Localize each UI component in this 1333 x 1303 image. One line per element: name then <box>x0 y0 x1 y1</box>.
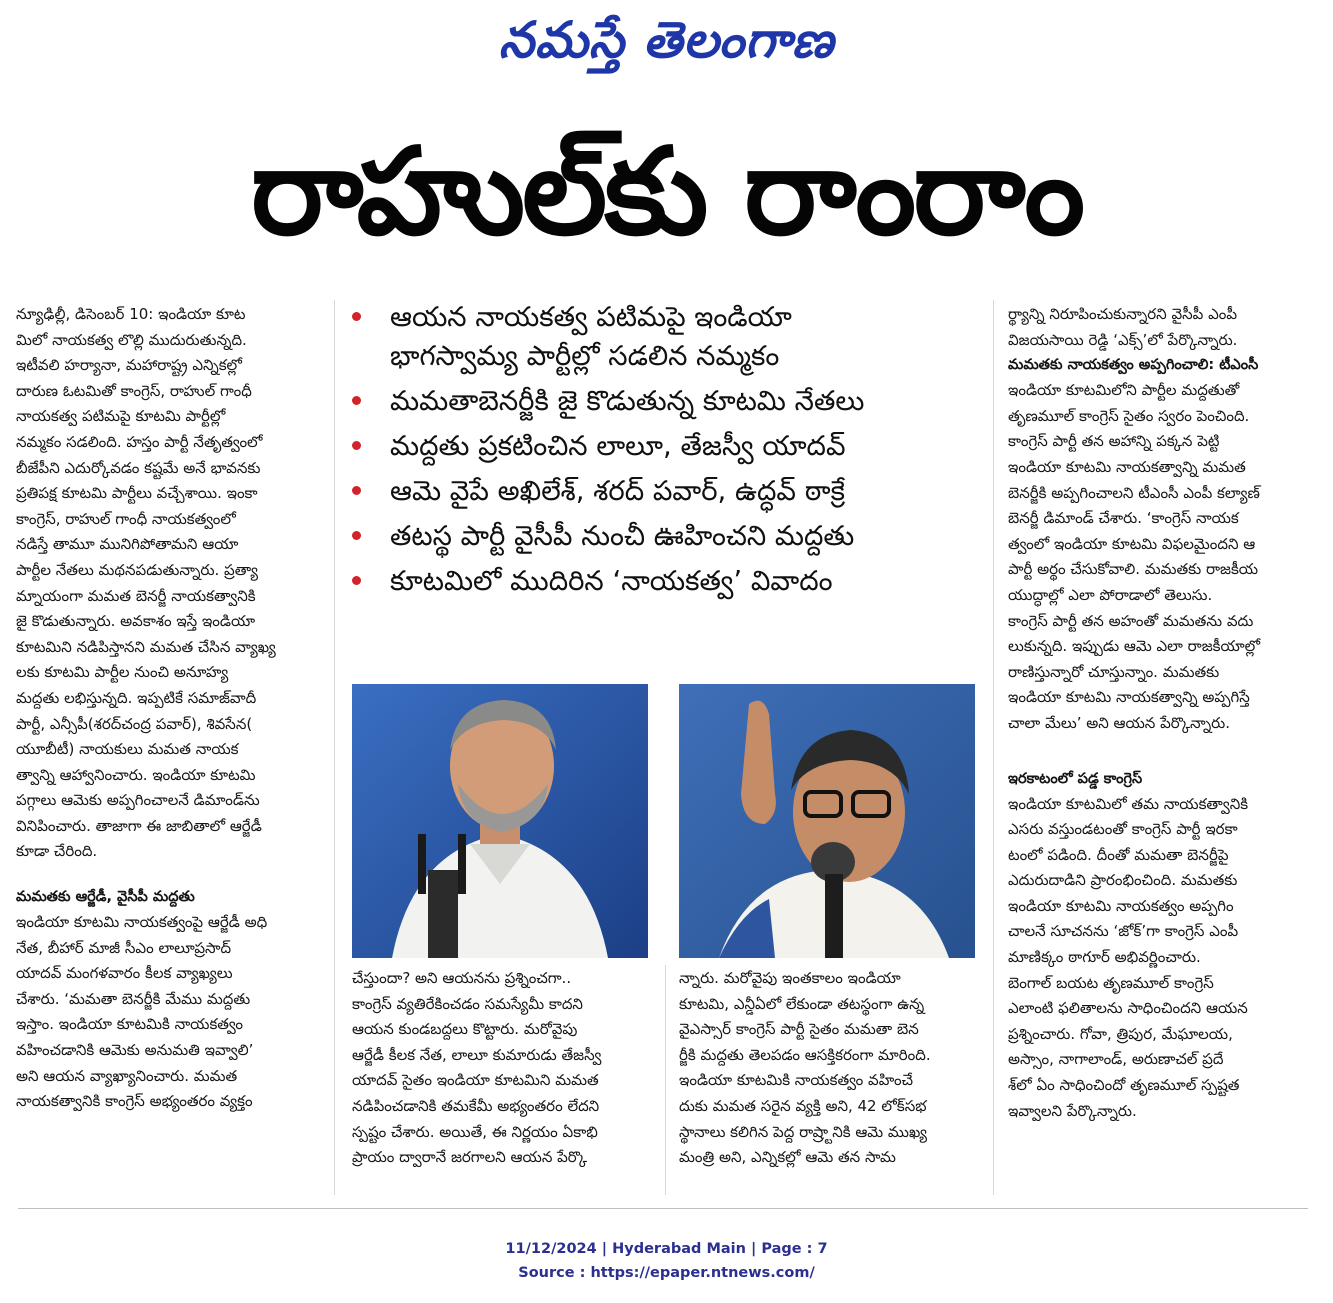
column-4-paragraph-1 <box>1008 302 1313 353</box>
bullet-line: భాగస్వామ్య పార్టీల్లో సడలిన నమ్మకం <box>390 340 780 372</box>
text-line: అస్సాం, నాగాలాండ్‌, అరుణాచల్‌ ప్రదే <box>1008 1050 1224 1069</box>
text-line: మద్దతు లభిస్తున్నది. ఇప్పటికే సమాజ్‌వాదీ <box>16 688 257 707</box>
bullet-line: ఆమె వైపే అఖిలేశ్‌, శరద్‌ పవార్‌, ఉద్ధవ్‌ ఠాక్రే <box>390 475 846 507</box>
text-line: పార్టీ, ఎన్సీపీ(శరద్‌చంద్ర పవార్‌), శివసేన( <box>16 714 253 733</box>
bullet-line: కూటమిలో ముదిరిన ‘నాయకత్వ’ వివాదం <box>390 565 833 597</box>
bullet-item <box>346 427 984 466</box>
column-rule <box>993 300 994 1195</box>
text-line: నమ్మకం సడలింది. హస్తం పార్టీ నేతృత్వంలో <box>16 432 263 451</box>
bullet-item <box>346 472 984 511</box>
bullet-dot-icon <box>352 531 361 540</box>
text-line: ఇండియా కూటమి నాయకత్వాన్ని మమత <box>1008 457 1246 476</box>
text-line: విజయసాయి రెడ్డి ‘ఎక్స్‌’లో పేర్కొన్నారు. <box>1008 330 1238 349</box>
text-line: ఇండియా కూటమి నాయకత్వాన్ని అప్పగిస్తే <box>1008 688 1250 707</box>
bullet-deck <box>346 298 984 601</box>
text-line: చాలా మేలు’ అని ఆయన పేర్కొన్నారు. <box>1008 713 1230 732</box>
bullet-dot-icon <box>352 441 361 450</box>
text-line: లకు కూటమి పార్టీల నుంచి అనూహ్య <box>16 663 229 682</box>
text-line: ప్రశ్నించారు. గోవా, త్రిపుర, మేఘాలయ, <box>1008 1024 1233 1043</box>
bullet-line: ఆయన నాయకత్వ పటిమపై ఇండియా <box>390 301 792 333</box>
article-column-4 <box>1008 302 1313 1124</box>
text-line: బీజేపీని ఎదుర్కోవడం కష్టమే అనే భావనకు <box>16 458 261 477</box>
headline: రాహుల్‌కు రాంరాం <box>250 123 1083 262</box>
bullet-dot-icon <box>352 576 361 585</box>
text-line: ప్రతిపక్ష కూటమి పార్టీలు వచ్చేశాయి. ఇంకా <box>16 484 258 503</box>
text-line: యుద్ధాల్లో ఎలా పోరాడాలో తెలుసు. <box>1008 585 1213 604</box>
column-rule <box>334 300 335 1195</box>
text-line: స్థానాలు కలిగిన పెద్ద రాష్ర్టానికి ఆమె ముఖ్య <box>679 1122 928 1141</box>
article-column-1 <box>16 302 324 1115</box>
text-line: నాయకత్వానికి కాంగ్రెస్‌ అభ్యంతరం వ్యక్తం <box>16 1092 253 1111</box>
bullet-item <box>346 517 984 556</box>
text-line: కూడా చేరింది. <box>16 842 98 861</box>
text-line: పార్టీ అర్థం చేసుకోవాలి. మమతకు రాజకీయ <box>1008 560 1259 579</box>
text-line: బెంగాల్‌ బయట తృణమూల్‌ కాంగ్రెస్‌ <box>1008 973 1214 992</box>
text-line: లుకున్నది. ఇప్పుడు ఆమె ఎలా రాజకీయాల్లో <box>1008 637 1261 656</box>
text-line: ఇండియా కూటమిలో తమ నాయకత్వానికి <box>1008 794 1249 813</box>
text-line: బెనర్జీ డిమాండ్‌ చేశారు. ‘కాంగ్రెస్‌ నాయక <box>1008 509 1239 528</box>
text-line: మిలో నాయకత్వ లొల్లి ముదురుతున్నది. <box>16 330 247 349</box>
text-line: నడిస్తే తామూ మునిగిపోతామని ఆయా <box>16 535 239 554</box>
text-line: న్యూఢిల్లీ, డిసెంబర్‌ 10: ఇండియా కూట <box>16 305 246 323</box>
text-line: ఎలాంటి ఫలితాలను సాధించిందని ఆయన <box>1008 999 1248 1018</box>
text-line: కాంగ్రెస్‌ పార్టీ తన అహాన్ని పక్కన పెట్టి <box>1008 432 1220 451</box>
text-line: కాంగ్రెస్‌ పార్టీ తన అహంతో మమతను వదు <box>1008 611 1254 630</box>
column-4-paragraph-2 <box>1008 378 1313 736</box>
article-column-3 <box>679 966 981 1171</box>
text-line: అని ఆయన వ్యాఖ్యానించారు. మమత <box>16 1066 238 1085</box>
column-rule <box>665 965 666 1195</box>
text-line: యాదవ్‌ మంగళవారం కీలక వ్యాఖ్యలు <box>16 964 233 983</box>
text-line: ఆర్జేడీ కీలక నేత, లాలూ కుమారుడు తేజస్వీ <box>352 1045 602 1064</box>
rahul-gandhi-image <box>352 684 648 958</box>
bullet-item <box>346 382 984 421</box>
bullet-item <box>346 562 984 601</box>
text-line: కూటమిని నడిపిస్తానని మమత చేసిన వ్యాఖ్య <box>16 637 276 656</box>
subhead-congress-trouble: ఇరకాటంలో పడ్డ కాంగ్రెస్‌ <box>1008 770 1143 787</box>
column-1-paragraph-1 <box>16 302 324 865</box>
column-1-paragraph-2 <box>16 910 324 1115</box>
column-4-paragraph-3 <box>1008 792 1313 1125</box>
bullet-line: మద్దతు ప్రకటించిన లాలూ, తేజస్వీ యాదవ్ <box>390 430 846 462</box>
text-line: కాంగ్రెస్‌, రాహుల్‌ గాంధీ నాయకత్వంలో <box>16 509 236 528</box>
text-line: మాణిక్కం ఠాగూర్‌ అభివర్ణించారు. <box>1008 948 1201 967</box>
text-line: న్నారు. మరోవైపు ఇంతకాలం ఇండియా <box>679 969 901 987</box>
mamata-banerjee-image <box>679 684 975 958</box>
text-line: ఆయన కుండబద్దలు కొట్టారు. మరోవైపు <box>352 1020 578 1039</box>
bullet-dot-icon <box>352 486 361 495</box>
text-line: ప్రాయం ద్వారానే జరగాలని ఆయన పేర్కొ <box>352 1148 588 1167</box>
text-line: ఇవ్వాలని పేర్కొన్నారు. <box>1008 1101 1137 1120</box>
footer-source: Source : https://epaper.ntnews.com/ <box>518 1265 815 1281</box>
mamata-banerjee-photo <box>679 684 975 958</box>
text-line: చేస్తుందా? అని ఆయనను ప్రశ్నించగా.. <box>352 969 572 987</box>
text-line: ఇండియా కూటమి నాయకత్వంపై ఆర్జేడీ అధి <box>16 913 268 932</box>
text-line: యాదవ్‌ సైతం ఇండియా కూటమిని మమత <box>352 1071 599 1090</box>
text-line: ఇటీవలి హర్యానా, మహారాష్ట్ర ఎన్నికల్లో <box>16 356 242 375</box>
article-column-2 <box>352 966 652 1171</box>
text-line: వినిపించారు. తాజాగా ఈ జాబితాలో ఆర్జేడీ <box>16 816 262 835</box>
text-line: వైఎస్సార్‌ కాంగ్రెస్‌ పార్టీ సైతం మమతా బెన <box>679 1020 919 1039</box>
text-line: పగ్గాలు ఆమెకు అప్పగించాలనే డిమాండ్‌ను <box>16 791 260 810</box>
text-line: ఇండియా కూటమికి నాయకత్వం వహించే <box>679 1071 914 1090</box>
text-line: నాయకత్వ పటిమపై కూటమి పార్టీల్లో <box>16 407 226 426</box>
masthead: నమస్తే తెలంగాణ <box>498 10 835 69</box>
text-line: కూటమి, ఎన్డీఏలో లేకుండా తటస్థంగా ఉన్న <box>679 994 925 1013</box>
text-line: టంలో పడింది. దీంతో మమతా బెనర్జీపై <box>1008 845 1229 864</box>
text-line: ఇస్తాం. ఇండియా కూటమికి నాయకత్వం <box>16 1015 244 1034</box>
text-line: త్వాన్ని ఆహ్వానించారు. ఇండియా కూటమి <box>16 765 256 784</box>
text-line: రాణిస్తున్నారో చూస్తున్నాం. మమతకు <box>1008 662 1220 681</box>
text-line: త్వంలో ఇండియా కూటమి విఫలమైందని ఆ <box>1008 534 1256 553</box>
text-line: ఇండియా కూటమిలోని పార్టీల మద్దతుతో <box>1008 381 1240 400</box>
text-line: స్పష్టం చేశారు. అయితే, ఈ నిర్ణయం ఏకాభి <box>352 1122 598 1141</box>
text-line: మ్నాయంగా మమత బెనర్జీ నాయకత్వానికి <box>16 586 256 605</box>
text-line: మంత్రి అని, ఎన్నికల్లో ఆమె తన సామ <box>679 1148 896 1167</box>
text-line: చేశారు. ‘మమతా బెనర్జీకి మేము మద్దతు <box>16 989 251 1008</box>
text-line: పార్టీల నేతలు మథనపడుతున్నారు. ప్రత్యా <box>16 560 258 579</box>
subhead-rjd-ysrcp-support: మమతకు ఆర్జేడీ, వైసీపీ మద్దతు <box>16 889 195 906</box>
text-line: దుకు మమత సరైన వ్యక్తి అని, 42 లోక్‌సభ <box>679 1096 927 1115</box>
footer-divider <box>18 1208 1308 1209</box>
text-line: ఇండియా కూటమి నాయకత్వం అప్పగిం <box>1008 896 1234 915</box>
text-line: కాంగ్రెస్‌ వ్యతిరేకించడం సమస్యేమీ కాదని <box>352 994 583 1013</box>
text-line: జై కొడుతున్నారు. అవకాశం ఇస్తే ఇండియా <box>16 612 256 631</box>
text-line: శ్‌లో ఏం సాధించిందో తృణమూల్‌ స్పష్టత <box>1008 1076 1240 1095</box>
bullet-line: తటస్థ పార్టీ వైసీపీ నుంచీ ఊహించని మద్దతు <box>390 520 855 552</box>
text-line: ఎదురుదాడిని ప్రారంభించింది. మమతకు <box>1008 871 1238 890</box>
text-line: వహించడానికి ఆమెకు అనుమతి ఇవ్వాలి’ <box>16 1041 254 1060</box>
bullet-dot-icon <box>352 396 361 405</box>
text-line: తృణమూల్‌ కాంగ్రెస్‌ సైతం స్వరం పెంచింది. <box>1008 406 1250 425</box>
text-line: యూబీటీ) నాయకులు మమత నాయక <box>16 740 239 759</box>
text-line: ఎసరు వస్తుండటంతో కాంగ్రెస్‌ పార్టీ ఇరకా <box>1008 820 1238 839</box>
text-line: ర్జీకి మద్దతు తెలపడం ఆసక్తికరంగా మారింది. <box>679 1045 931 1064</box>
bullet-dot-icon <box>352 312 361 321</box>
text-line: చాలనే సూచనను ‘జోక్‌’గా కాంగ్రెస్‌ ఎంపీ <box>1008 922 1239 941</box>
text-line: నేత, బీహార్‌ మాజీ సీఎం లాలూప్రసాద్‌ <box>16 938 232 957</box>
footer-date-edition: 11/12/2024 | Hyderabad Main | Page : 7 <box>505 1241 828 1257</box>
bullet-item <box>346 298 984 376</box>
text-line: ర్థ్యాన్ని నిరూపించుకున్నారని వైసీపీ ఎంపీ <box>1008 305 1238 323</box>
bullet-line: మమతాబెనర్జీకి జై కొడుతున్న కూటమి నేతలు <box>390 385 865 417</box>
rahul-gandhi-photo <box>352 684 648 958</box>
text-line: బెనర్జీకి అప్పగించాలని టీఎంసీ ఎంపీ కల్యాణ్‌ <box>1008 483 1260 502</box>
text-line: నడిపించడానికి తమకేమీ అభ్యంతరం లేదని <box>352 1096 600 1115</box>
subhead-tmc-demand: మమతకు నాయకత్వం అప్పగించాలి: టీఎంసీ <box>1008 357 1259 374</box>
text-line: దారుణ ఓటమితో కాంగ్రెస్‌, రాహుల్‌ గాంధీ <box>16 381 252 400</box>
